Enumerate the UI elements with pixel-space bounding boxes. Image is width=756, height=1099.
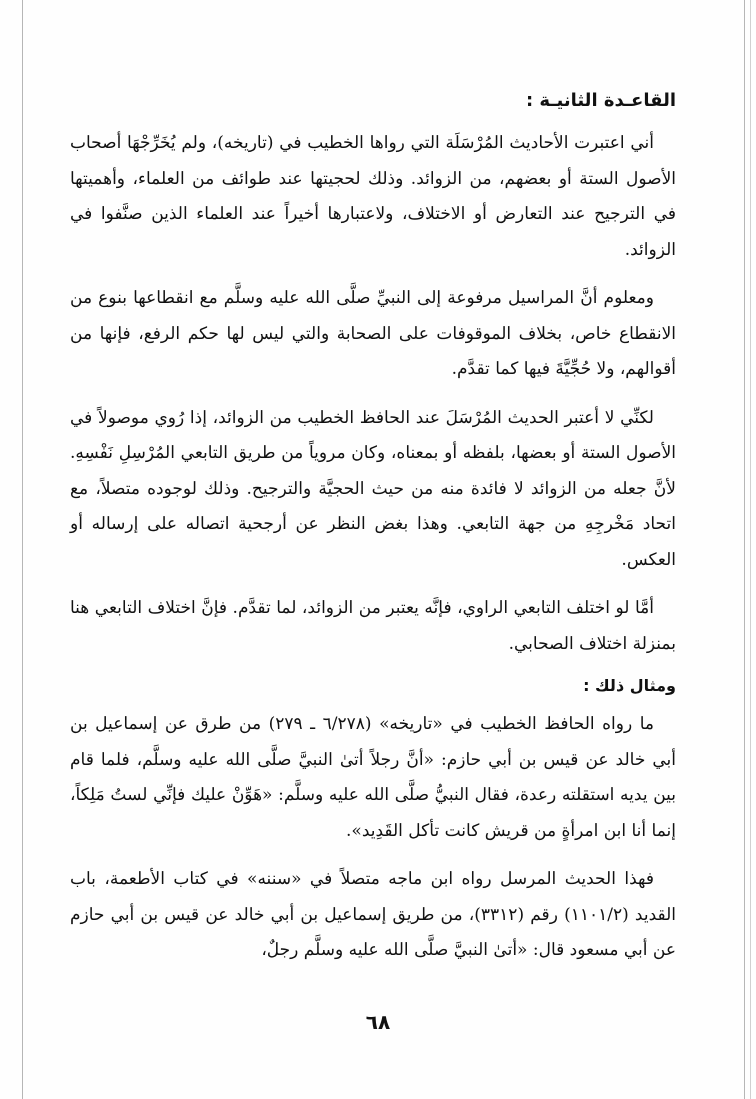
paragraph-4: أمَّا لو اختلف التابعي الراوي، فإنَّه يعتبر من الزوائد، لما تقدَّم. فإنَّ اختلاف التابعي هنا بمنزلة اختلاف الصحابي. [70, 598, 676, 654]
scan-edge-left [22, 0, 23, 1099]
paragraph-1: أني اعتبرت الأحاديث المُرْسَلَة التي رواها الخطيب في (تاريخه)، ولم يُخَرِّجْهَا أصحاب الأصول الستة أو بعضهم، من الزوائد. وذلك لحجيتها عند طوائف من العلماء، وأهميتها في الترجيح عند التعارض أو الاختلاف، ولاعتبارها أخيراً عند العلماء الذين صنَّفوا في الزوائد. [70, 133, 676, 260]
example-heading: ومثال ذلك : [583, 676, 676, 695]
scan-edge-right-outer [750, 0, 751, 1099]
rule-heading: القاعـدة الثانيـة : [525, 90, 676, 111]
example-paragraph-1: ما رواه الحافظ الخطيب في «تاريخه» (٦/٢٧٨ ـ ٢٧٩) من طرق عن إسماعيل بن أبي خالد عن قيس بن أبي حازم: «أنَّ رجلاً أتىٰ النبيَّ صلَّى الله عليه وسلَّم، فلما قام بين يديه استقلته رعدة، فقال النبيُّ صلَّى الله عليه وسلَّم: «هَوِّنْ عليك فإنِّي لستُ مَلِكاً، إنما أنا ابن امرأةٍ من قريش كانت تأكل القَدِيد». [70, 714, 676, 841]
page-body [70, 80, 676, 982]
page-number: ٦٨ [365, 1010, 391, 1034]
scan-edge-right [744, 0, 745, 1099]
paragraph-3: لكنِّي لا أعتبر الحديث المُرْسَلَ عند الحافظ الخطيب من الزوائد، إذا رُوي موصولاً في الأصول الستة أو بعضها، بلفظه أو بمعناه، وكان مروياً من طريق التابعي المُرْسِلِ نَفْسِهِ. لأنَّ جعله من الزوائد لا فائدة منه من حيث الحجيَّة والترجيح. وذلك لوجوده متصلاً، مع اتحاد مَخْرجِهِ من جهة التابعي. وهذا بغض النظر عن أرجحية اتصاله على إرساله أو العكس. [70, 407, 676, 570]
example-paragraph-2: فهذا الحديث المرسل رواه ابن ماجه متصلاً في «سننه» في كتاب الأطعمة، باب القديد (١١٠١/٢) رقم (٣٣١٢)، من طريق إسماعيل بن أبي خالد عن قيس بن أبي حازم عن أبي مسعود قال: «أتىٰ النبيَّ صلَّى الله عليه وسلَّم رجلٌ، [70, 869, 677, 960]
paragraph-2: ومعلوم أنَّ المراسيل مرفوعة إلى النبيِّ صلَّى الله عليه وسلَّم مع انقطاعها بنوع من الانقطاع خاص، بخلاف الموقوفات على الصحابة والتي ليس لها حكم الرفع، فإنها من أقوالهم، ولا حُجِّيَّةَ فيها كما تقدَّم. [70, 288, 676, 379]
